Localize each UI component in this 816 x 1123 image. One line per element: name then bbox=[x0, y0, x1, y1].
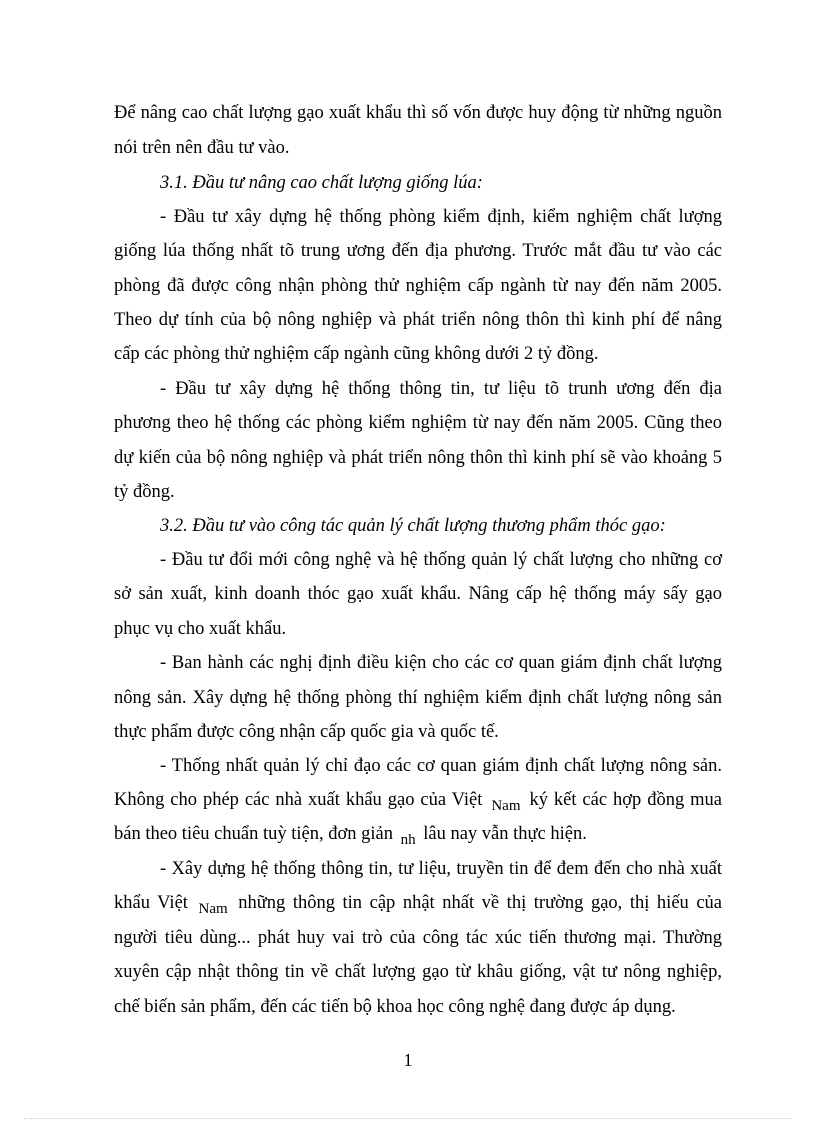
text-line: - Xây dựng hệ thống thông tin, tư liệu, truyền tin để đem đến cho nhà xuất bbox=[160, 859, 722, 879]
text-line bbox=[114, 891, 722, 915]
text-line: - Đầu tư xây dựng hệ thống phòng kiểm định, kiểm nghiệm chất lượng bbox=[160, 207, 722, 227]
section-heading: 3.1. Đầu tư nâng cao chất lượng giống lúa: bbox=[160, 173, 483, 193]
text-line: thực phẩm được công nhận cấp quốc gia và quốc tế. bbox=[114, 722, 499, 742]
text-line: - Ban hành các nghị định điều kiện cho các cơ quan giám định chất lượng bbox=[160, 653, 722, 673]
text-segment: ký kết các hợp đồng mua bbox=[529, 790, 722, 810]
text-line: phương theo hệ thống các phòng kiểm nghiệm từ nay đến năm 2005. Cũng theo bbox=[114, 413, 722, 433]
section-heading: 3.2. Đầu tư vào công tác quản lý chất lượng thương phẩm thóc gạo: bbox=[160, 516, 666, 536]
text-line: nông sản. Xây dựng hệ thống phòng thí nghiệm kiểm định chất lượng nông sản bbox=[114, 688, 722, 708]
text-line: Theo dự tính của bộ nông nghiệp và phát triển nông thôn thì kinh phí để nâng bbox=[114, 310, 722, 330]
text-segment: những thông tin cập nhật nhất về thị trường gạo, thị hiếu của bbox=[238, 893, 723, 913]
text-segment: Không cho phép các nhà xuất khẩu gạo của Việt bbox=[114, 790, 483, 810]
text-line: nói trên nên đầu tư vào. bbox=[114, 138, 290, 158]
text-line: chế biến sản phẩm, đến các tiến bộ khoa học công nghệ đang được áp dụng. bbox=[114, 997, 676, 1017]
text-line: phòng đã được công nhận phòng thử nghiệm cấp ngành từ nay đến năm 2005. bbox=[114, 276, 722, 296]
page-footer-divider bbox=[24, 1118, 792, 1119]
text-line: sở sản xuất, kinh doanh thóc gạo xuất khẩu. Nâng cấp hệ thống máy sấy gạo bbox=[114, 584, 722, 604]
text-line: phục vụ cho xuất khẩu. bbox=[114, 619, 287, 639]
text-line: - Thống nhất quản lý chỉ đạo các cơ quan giám định chất lượng nông sản. bbox=[160, 756, 722, 776]
text-line: Để nâng cao chất lượng gạo xuất khẩu thì số vốn được huy động từ những nguồn bbox=[114, 103, 722, 123]
text-line: - Đầu tư đổi mới công nghệ và hệ thống quản lý chất lượng cho những cơ bbox=[160, 550, 722, 570]
text-line bbox=[114, 788, 722, 812]
page-number: 1 bbox=[403, 1050, 413, 1070]
text-line bbox=[114, 822, 722, 846]
text-line: xuyên cập nhật thông tin về chất lượng gạo từ khâu giống, vật tư nông nghiệp, bbox=[114, 962, 722, 982]
text-line: giống lúa thống nhất tõ trung ương đến địa phương. Trước mắt đầu tư vào các bbox=[114, 241, 722, 261]
subscript-text: Nam bbox=[198, 901, 228, 917]
text-line: cấp các phòng thử nghiệm cấp ngành cũng không dưới 2 tỷ đồng. bbox=[114, 344, 599, 364]
text-line: dự kiến của bộ nông nghiệp và phát triển nông thôn thì kinh phí sẽ vào khoảng 5 bbox=[114, 448, 722, 468]
text-line: người tiêu dùng... phát huy vai trò của công tác xúc tiến thương mại. Thường bbox=[114, 928, 722, 948]
text-line: tỷ đồng. bbox=[114, 482, 175, 502]
text-line: - Đầu tư xây dựng hệ thống thông tin, tư liệu tõ trunh ương đến địa bbox=[160, 379, 722, 399]
subscript-text: nh bbox=[400, 832, 416, 848]
text-segment: bán theo tiêu chuẩn tuỳ tiện, đơn giản bbox=[114, 824, 393, 844]
subscript-text: Nam bbox=[491, 798, 521, 814]
text-segment: khẩu Việt bbox=[114, 893, 188, 913]
text-segment: lâu nay vẫn thực hiện. bbox=[423, 824, 587, 844]
